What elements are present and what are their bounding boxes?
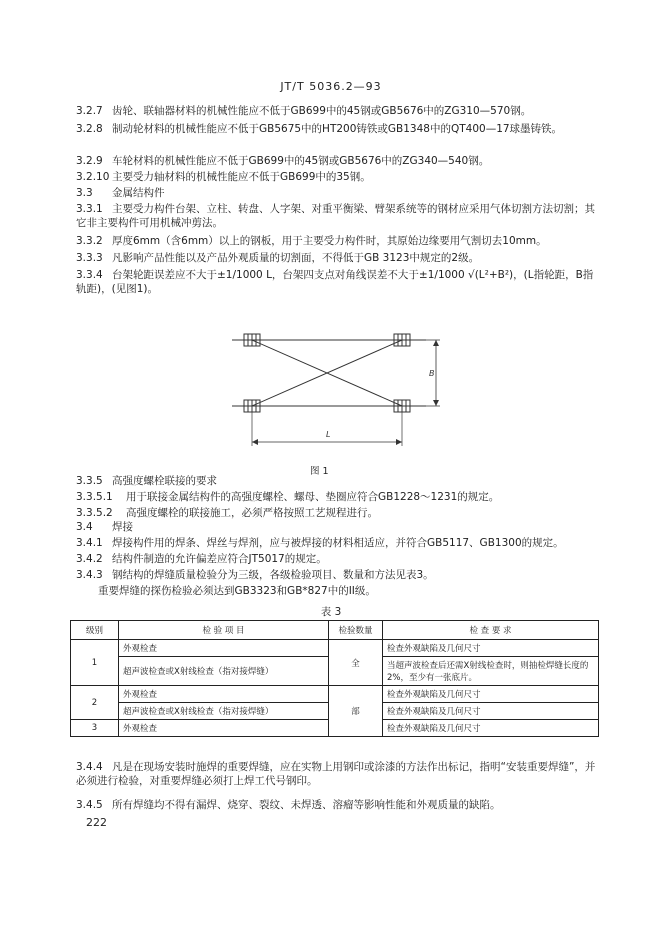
quantity-cell: 全 xyxy=(329,640,383,686)
clause-text: 制动轮材料的机械性能应不低于GB5675中的HT200铸铁或GB1348中的QT400—17球墨铸铁。 xyxy=(112,123,563,135)
clause-number: 3.4.4 xyxy=(76,761,103,773)
clause-3-2-9 xyxy=(76,154,596,168)
clause-text: 高强度螺栓的联接施工，必须严格按照工艺规程进行。 xyxy=(126,507,378,519)
item-cell: 外观检查 xyxy=(119,640,329,657)
quantity-cell: 部 xyxy=(329,686,383,737)
clause-3-4-4 xyxy=(76,760,596,788)
clause-3-4-3 xyxy=(76,568,596,582)
clause-text: 钢结构的焊缝质量检验分为三级，各级检验项目、数量和方法见表3。 xyxy=(112,569,434,581)
clause-3-4-1 xyxy=(76,536,596,550)
clause-number: 3.3.2 xyxy=(76,235,103,247)
table-header-row xyxy=(71,621,599,640)
header-quantity: 检验数量 xyxy=(329,621,383,640)
requirement-cell: 检查外观缺陷及几何尺寸 xyxy=(383,703,599,720)
clause-text: 主要受力轴材料的机械性能应不低于GB699中的35钢。 xyxy=(112,171,371,183)
grade-cell: 2 xyxy=(71,686,119,720)
clause-text: 用于联接金属结构件的高强度螺栓、螺母、垫圈应符合GB1228～1231的规定。 xyxy=(126,491,500,503)
grade-cell: 1 xyxy=(71,640,119,686)
requirement-cell: 检查外观缺陷及几何尺寸 xyxy=(383,640,599,657)
clause-number: 3.4.1 xyxy=(76,537,103,549)
clause-3-2-7 xyxy=(76,104,596,118)
table-3-weld-inspection xyxy=(70,620,599,737)
clause-number: 3.3.4 xyxy=(76,269,103,281)
clause-text: 厚度6mm（含6mm）以上的钢板，用于主要受力构件时，其原始边缘要用气割切去10mm。 xyxy=(112,235,547,247)
table-row xyxy=(71,640,599,657)
clause-text: 主要受力构件台架、立柱、转盘、人字架、对重平衡梁、臂架系统等的钢材应采用气体切割方法切割；其它非主要构件可用机械冲剪法。 xyxy=(76,203,595,229)
clause-number: 3.4.5 xyxy=(76,799,103,811)
clause-3-4-2 xyxy=(76,552,596,566)
dimension-l-label: L xyxy=(326,430,331,439)
weld-inspection-note xyxy=(98,584,618,598)
clause-text: 所有焊缝均不得有漏焊、烧穿、裂纹、未焊透、溶瘤等影响性能和外观质量的缺陷。 xyxy=(112,799,501,811)
page-header: JT/T 5036.2—93 xyxy=(280,80,382,93)
clause-3-3-5-2 xyxy=(76,506,596,520)
clause-text: 车轮材料的机械性能应不低于GB699中的45钢或GB5676中的ZG340—540钢。 xyxy=(112,155,490,167)
item-cell: 超声波检查或X射线检查（指对接焊缝） xyxy=(119,657,329,686)
section-3-3 xyxy=(76,186,596,200)
clause-number: 3.4 xyxy=(76,521,93,533)
item-cell: 超声波检查或X射线检查（指对接焊缝） xyxy=(119,703,329,720)
clause-number: 3.2.8 xyxy=(76,123,103,135)
table-row xyxy=(71,686,599,703)
clause-number: 3.3.3 xyxy=(76,252,103,264)
clause-3-2-8 xyxy=(76,122,596,136)
header-requirement: 检 查 要 求 xyxy=(383,621,599,640)
header-item: 检 验 项 目 xyxy=(119,621,329,640)
clause-3-4-5 xyxy=(76,798,596,812)
clause-text: 焊接 xyxy=(112,521,133,533)
clause-3-3-1 xyxy=(76,202,596,230)
section-3-4 xyxy=(76,520,596,534)
item-cell: 外观检查 xyxy=(119,720,329,737)
header-grade: 级别 xyxy=(71,621,119,640)
clause-number: 3.3.5 xyxy=(76,475,103,487)
clause-number: 3.2.9 xyxy=(76,155,103,167)
requirement-cell: 检查外观缺陷及几何尺寸 xyxy=(383,686,599,703)
figure-1-frame-diagram xyxy=(226,322,456,462)
clause-text: 台架轮距误差应不大于±1/1000 L，台架四支点对角线误差不大于±1/1000 √(L²+B²)，(L指轮距，B指轨距)，(见图1)。 xyxy=(76,269,594,295)
clause-text: 金属结构件 xyxy=(112,187,165,199)
page-number: 222 xyxy=(86,816,107,829)
clause-3-3-5-1 xyxy=(76,490,596,504)
clause-number: 3.2.7 xyxy=(76,105,103,117)
grade-cell: 3 xyxy=(71,720,119,737)
clause-text: 齿轮、联轴器材料的机械性能应不低于GB699中的45钢或GB5676中的ZG310—570钢。 xyxy=(112,105,532,117)
clause-number: 3.3 xyxy=(76,187,93,199)
clause-text: 焊接构件用的焊条、焊丝与焊剂，应与被焊接的材料相适应，并符合GB5117、GB1300的规定。 xyxy=(112,537,564,549)
clause-number: 3.3.5.1 xyxy=(76,491,113,503)
figure-caption: 图 1 xyxy=(310,466,329,477)
table-caption: 表 3 xyxy=(320,606,342,618)
clause-text: 结构件制造的允许偏差应符合JT5017的规定。 xyxy=(112,553,327,565)
requirement-cell: 当超声波检查后还需X射线检查时，则抽检焊缝长度的2%，至少有一张底片。 xyxy=(383,657,599,686)
clause-3-3-5 xyxy=(76,474,596,488)
clause-number: 3.4.2 xyxy=(76,553,103,565)
clause-number: 3.2.10 xyxy=(76,171,110,183)
clause-text: 凡影响产品性能以及产品外观质量的切割面，不得低于GB 3123中规定的2级。 xyxy=(112,252,480,264)
clause-3-3-2 xyxy=(76,234,596,248)
clause-3-3-3 xyxy=(76,251,596,265)
dimension-b-label: B xyxy=(429,369,435,378)
item-cell: 外观检查 xyxy=(119,686,329,703)
clause-3-2-10 xyxy=(76,170,596,184)
clause-text: 重要焊缝的探伤检验必须达到GB3323和GB*827中的II级。 xyxy=(98,585,376,597)
clause-number: 3.3.5.2 xyxy=(76,507,113,519)
clause-number: 3.4.3 xyxy=(76,569,103,581)
clause-text: 凡是在现场安装时施焊的重要焊缝，应在实物上用钢印或涂漆的方法作出标记，指明“安装重要焊缝”，并必须进行检验，对重要焊缝必须打上焊工代号钢印。 xyxy=(76,761,596,787)
requirement-cell: 检查外观缺陷及几何尺寸 xyxy=(383,720,599,737)
clause-3-3-4 xyxy=(76,268,596,296)
clause-text: 高强度螺栓联接的要求 xyxy=(112,475,217,487)
clause-number: 3.3.1 xyxy=(76,203,103,215)
